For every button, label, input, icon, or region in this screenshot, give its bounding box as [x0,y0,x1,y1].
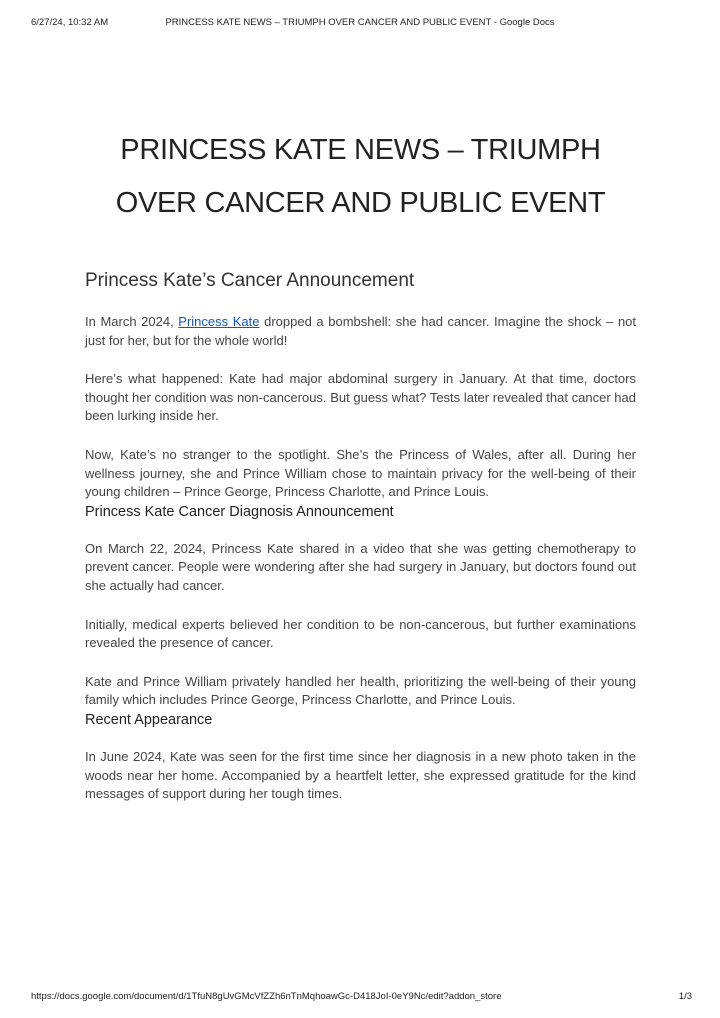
document-body [85,124,636,804]
paragraph: Now, Kate’s no stranger to the spotlight. She’s the Princess of Wales, after all. During her wellness journey, she and Prince William chose to maintain privacy for the well-being of their young children – Prince George, Princess Charlotte, and Prince Louis. [85,446,636,500]
section-heading-diagnosis-announcement: Princess Kate Cancer Diagnosis Announcement [85,503,394,520]
document-title [85,124,636,230]
paragraph: On March 22, 2024, Princess Kate shared in a video that she was getting chemotherapy to prevent cancer. People were wondering after she had surgery in January, but doctors found out she actually had cancer. [85,540,636,593]
print-url: https://docs.google.com/document/d/1TfuN8gUvGMcVfZZh6nTnMqhoawGc-D418JoI-0eY9Nc/edit?addon_store [31,991,502,1002]
section-heading-cancer-announcement: Princess Kate’s Cancer Announcement [85,270,415,291]
paragraph: Kate and Prince William privately handled her health, prioritizing the well-being of their young family which includes Prince George, Princess Charlotte, and Prince Louis. [85,673,636,708]
print-page-number: 1/3 [678,991,692,1002]
princess-kate-link[interactable]: Princess Kate [178,314,260,329]
print-page-title: PRINCESS KATE NEWS – TRIUMPH OVER CANCER AND PUBLIC EVENT - Google Docs [165,17,555,28]
document-title-line-1: PRINCESS KATE NEWS – TRIUMPH [120,134,601,166]
print-header [0,17,720,31]
document-title-line-2: OVER CANCER AND PUBLIC EVENT [115,187,606,219]
paragraph-text: dropped a bombshell: she had cancer. Imagine the shock – not just for her, but for the whole world! [85,314,637,348]
paragraph: In June 2024, Kate was seen for the first time since her diagnosis in a new photo taken in the woods near her home. Accompanied by a heartfelt letter, she expressed gratitude for the kind messages of support during her tough times. [85,748,636,802]
print-date: 6/27/24, 10:32 AM [31,17,109,28]
paragraph: Here’s what happened: Kate had major abdominal surgery in January. At that time, doctors thought her condition was non-cancerous. But guess what? Tests later revealed that cancer had been lurking inside her. [85,371,636,424]
paragraph [85,313,636,350]
paragraph-text: In March 2024, [85,314,179,329]
section-heading-recent-appearance: Recent Appearance [85,711,213,728]
paragraph: Initially, medical experts believed her condition to be non-cancerous, but further examinations revealed the presence of cancer. [85,616,636,651]
